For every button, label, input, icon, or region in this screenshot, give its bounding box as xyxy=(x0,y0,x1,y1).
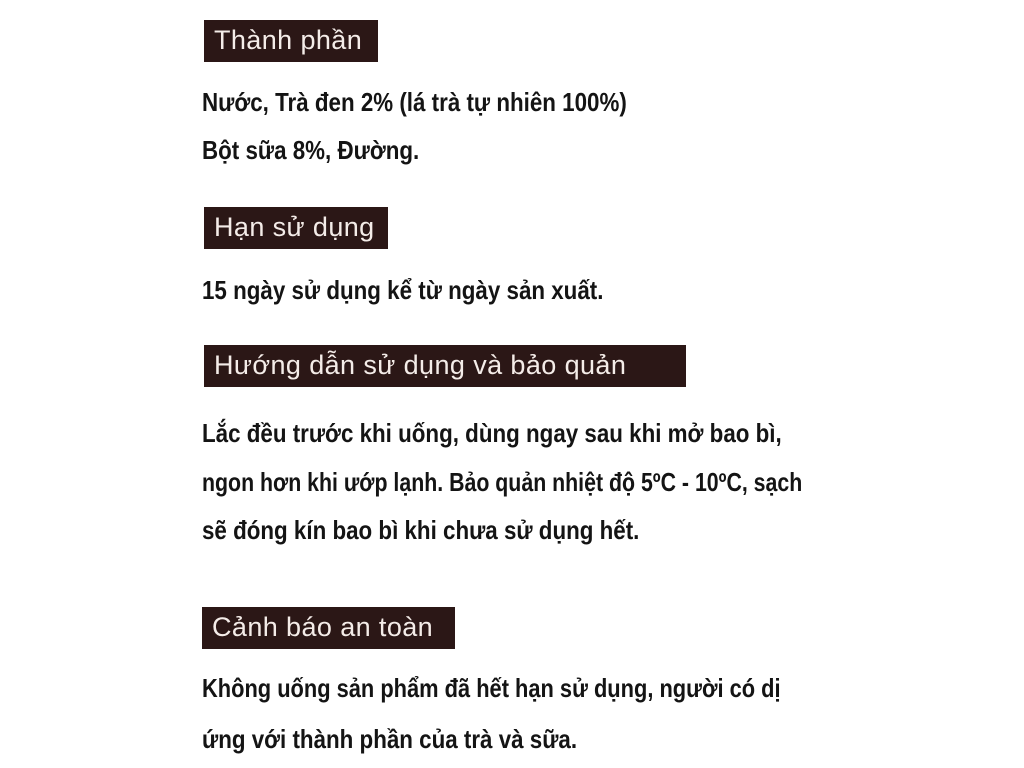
ingredients-heading: Thành phần xyxy=(204,20,378,62)
ingredients-line-1: Nước, Trà đen 2% (lá trà tự nhiên 100%) xyxy=(202,87,627,117)
safety-warning-line-1: Không uống sản phẩm đã hết hạn sử dụng, người có dị xyxy=(202,673,781,703)
ingredients-line-2: Bột sữa 8%, Đường. xyxy=(202,135,420,165)
usage-storage-line-2: ngon hơn khi ướp lạnh. Bảo quản nhiệt độ 5ºC - 10ºC, sạch xyxy=(202,467,803,497)
usage-storage-heading: Hướng dẫn sử dụng và bảo quản xyxy=(204,345,686,387)
safety-warning-line-2: ứng với thành phần của trà và sữa. xyxy=(202,724,578,754)
usage-storage-line-1: Lắc đều trước khi uống, dùng ngay sau khi mở bao bì, xyxy=(202,418,782,448)
usage-storage-line-3: sẽ đóng kín bao bì khi chưa sử dụng hết. xyxy=(202,515,640,545)
safety-warning-heading: Cảnh báo an toàn xyxy=(202,607,455,649)
expiry-heading: Hạn sử dụng xyxy=(204,207,388,249)
expiry-line-1: 15 ngày sử dụng kể từ ngày sản xuất. xyxy=(202,275,604,305)
